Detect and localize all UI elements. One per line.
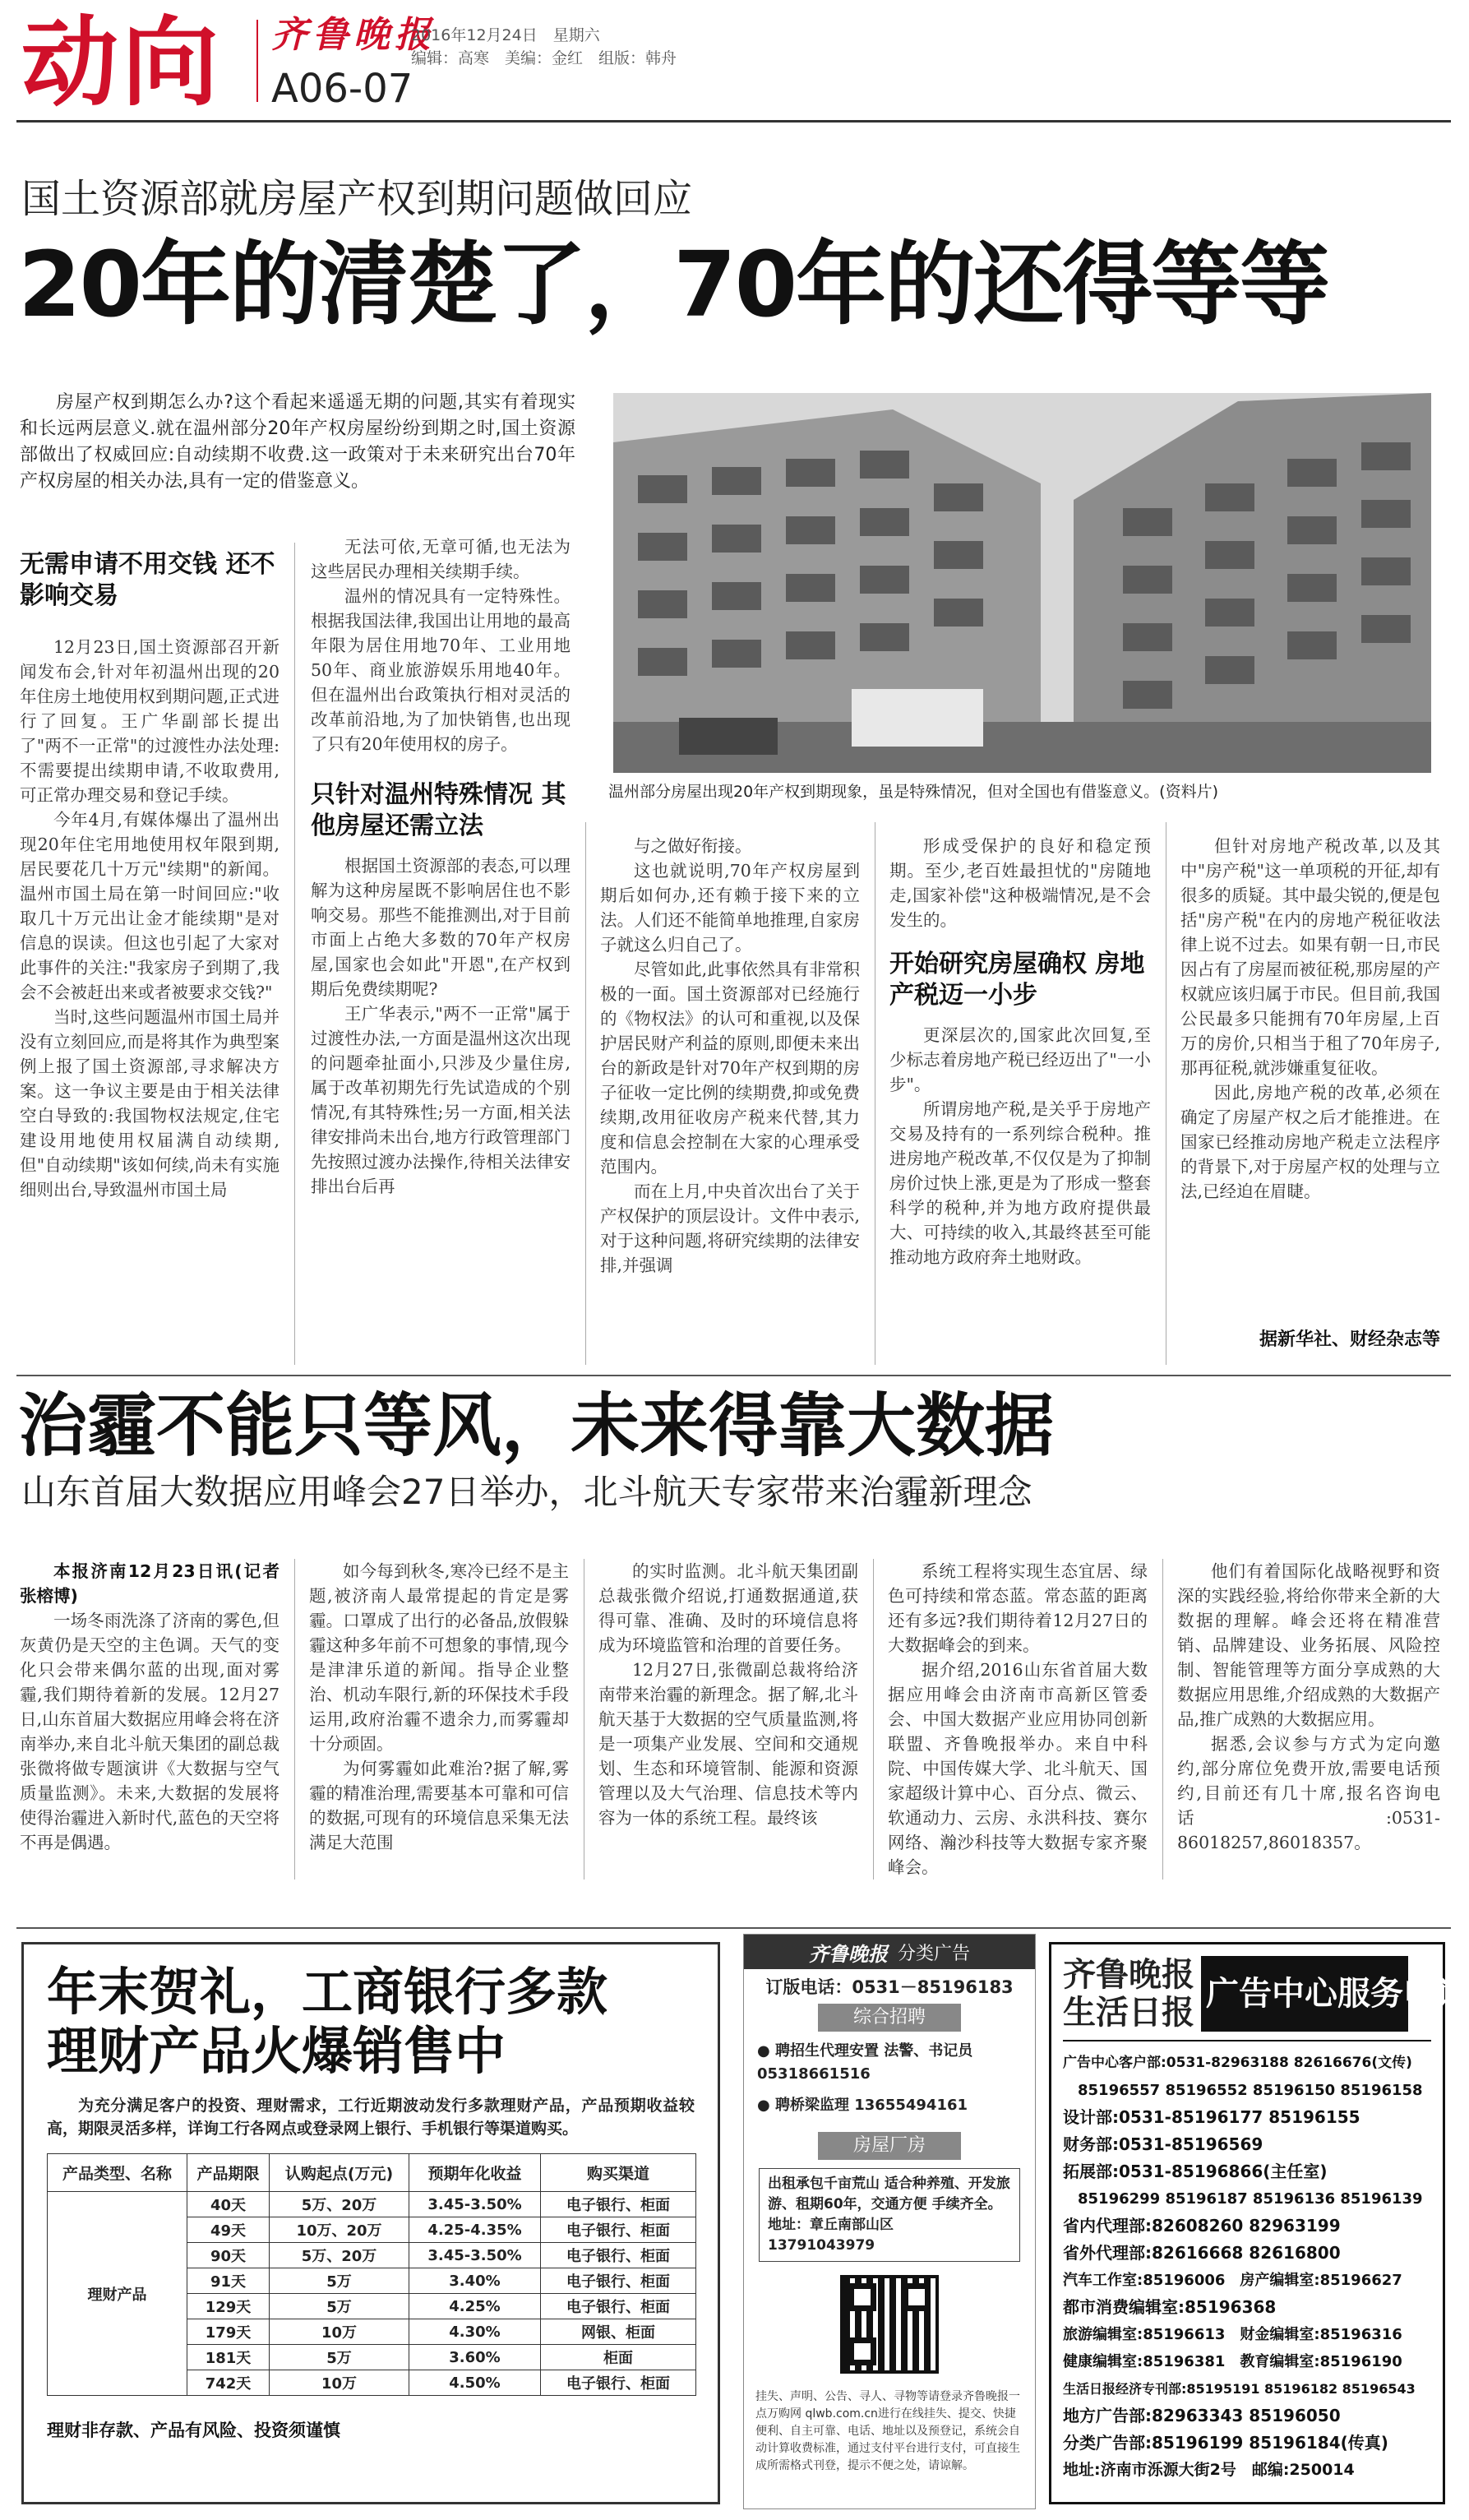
building-photo-icon: [613, 393, 1431, 773]
table-cell: 电子银行、柜面: [541, 2243, 696, 2268]
article2-col1: [20, 1559, 279, 1880]
paragraph: 据悉,会议参与方式为定向邀约,部分席位免费开放,需要电话预约,目前还有几十席,报名咨询电话:0531-86018257,86018357。: [1177, 1734, 1440, 1852]
table-cell: 电子银行、柜面: [541, 2268, 696, 2294]
paper-name-2: 生活日报: [1063, 1994, 1194, 2032]
qr-code-icon: [840, 2275, 939, 2374]
paragraph: 今年4月,有媒体爆出了温州出现20年住宅用地使用权年限到期,居民要花几十万元"续期"的新闻。温州市国土局在第一时间回应:"收取几十万元出让金才能续期"是对信息的误读。但这也引起了大家对此事件的关注:"我家房子到期了,我会不会被赶出来或者被要求交钱?": [20, 810, 279, 1002]
paragraph: 形成受保护的良好和稳定预期。至少,老百姓最担忧的"房随地走,国家补偿"这种极端情况,是不会发生的。: [889, 836, 1151, 930]
job-text: 聘招生代理安置 法警、书记员 05318661516: [757, 2042, 973, 2083]
header-cell: 产品期限: [187, 2154, 270, 2192]
table-cell: 电子银行、柜面: [541, 2192, 696, 2217]
ad-center-box: [1049, 1942, 1469, 2504]
classified-phone: 订版电话：0531－85196183: [765, 1977, 1014, 1997]
contact-line: 旅游编辑室:85196613 财金编辑室:85196316: [1063, 2326, 1402, 2343]
table-cell: 电子银行、柜面: [541, 2217, 696, 2243]
ad-rule: [16, 1927, 1451, 1929]
weekday: 星期六: [552, 26, 600, 44]
classified-section-house: 房屋厂房: [818, 2132, 961, 2160]
article1-kicker: 国土资源部就房屋产权到期问题做回应: [21, 176, 693, 222]
article1-headline: 20年的清楚了，70年的还得等等: [18, 232, 1329, 337]
paragraph: 12月27日,张微副总裁将给济南带来治霾的新理念。据了解,北斗航天基于大数据的空气质量监测,将是一项集产业发展、空间和交通规划、生态和环境管制、能源和资源管理以及大气治理、信息技术等内容为一体的系统工程。最终该: [598, 1660, 858, 1828]
section-title: 动向: [21, 6, 223, 119]
header-date: [411, 23, 600, 45]
table-row: [48, 2192, 696, 2217]
icbc-ad: [21, 1942, 720, 2504]
table-cell: 网银、柜面: [541, 2319, 696, 2345]
article1-source: 据新华社、财经杂志等: [1259, 1329, 1440, 1350]
subhead-1: 无需申请不用交钱 还不影响交易: [20, 550, 275, 610]
article1-col4: [889, 834, 1151, 1366]
classified-header: [744, 1935, 1035, 1969]
classified-label: 分类广告: [897, 1943, 970, 1964]
article2-subhead: 山东首届大数据应用峰会27日举办，北斗航天专家带来治霾新理念: [21, 1472, 1032, 1512]
table-cell: 柜面: [541, 2345, 696, 2370]
contact-line: 85196557 85196552 85196150 85196158: [1063, 2082, 1423, 2099]
header-rule: [16, 120, 1451, 123]
paragraph: 因此,房地产税的改革,必须在确定了房屋产权之后才能推进。在国家已经推动房地产税走立法程序的背景下,对于房屋产权的处理与立法,已经迫在眉睫。: [1180, 1083, 1440, 1201]
contact-line: 财务部:0531-85196569: [1063, 2134, 1263, 2154]
ad-center-papers: [1063, 1956, 1194, 2032]
table-cell: 5万: [270, 2345, 409, 2370]
table-cell: 742天: [187, 2370, 270, 2396]
header-editors: 编辑：高寒 美编：金红 组版：韩舟: [411, 49, 677, 67]
table-cell: 3.40%: [409, 2268, 541, 2294]
table-cell: 5万: [270, 2268, 409, 2294]
article1-col2: [311, 534, 571, 1366]
header-divider: [256, 20, 258, 102]
contact-line: 85196299 85196187 85196136 85196139: [1063, 2190, 1423, 2208]
contact-line: 广告中心客户部:0531-82963188 82616676(文传): [1063, 2055, 1412, 2071]
table-cell: 5万、20万: [270, 2192, 409, 2217]
contact-line: 地址:济南市泺源大街2号 邮编:250014: [1063, 2461, 1355, 2479]
masthead-logo: 齐鲁晚报: [271, 14, 436, 56]
article1-col3: [600, 834, 860, 1366]
article1-lead: [20, 390, 575, 495]
paragraph: 如今每到秋冬,寒冷已经不是主题,被济南人最常提起的肯定是雾霾。口罩成了出行的必备品,放假躲霾这种多年前不可想象的事情,现今是津津乐道的新闻。指导企业整治、机动车限行,新的环保技术手段运用,政府治霾不遗余力,而雾霾却十分顽固。: [309, 1561, 569, 1754]
paragraph: 一场冬雨洗涤了济南的雾色,但灰黄仍是天空的主色调。天气的变化只会带来偶尔蓝的出现,面对雾霾,我们期待着新的发展。12月27日,山东首届大数据应用峰会将在济南举办,来自北斗航天集团的副总裁张微将做专题演讲《大数据与空气质量监测》。未来,大数据的发展将使得治霾进入新时代,蓝色的天空将不再是偶遇。: [20, 1611, 279, 1852]
ad-center-service: 广告中心服务电话: [1201, 1956, 1408, 2032]
contact-line: 健康编辑室:85196381 教育编辑室:85196190: [1063, 2353, 1402, 2370]
paragraph: 根据国土资源部的表态,可以理解为这种房屋既不影响居住也不影响交易。那些不能推测出,对于目前市面上占绝大多数的70年产权房屋,国家也会如此"开恩",在产权到期后免费续期呢?: [311, 856, 571, 999]
paragraph: 据介绍,2016山东省首届大数据应用峰会由济南市高新区管委会、中国大数据产业应用协同创新联盟、齐鲁晚报举办。来自中科院、中国传媒大学、北斗航天、国家超级计算中心、百分点、微云、软通动力、云房、永洪科技、赛尔网络、瀚沙科技等大数据专家齐聚峰会。: [888, 1660, 1148, 1877]
col-divider: [294, 543, 295, 1365]
icbc-desc: 为充分满足客户的投资、理财需求，工行近期波动发行多款理财产品，产品预期收益较高，期限灵活多样，详询工行各网点或登录网上银行、手机银行等渠道购买。: [47, 2097, 695, 2138]
contact-line: 省外代理部:82616668 82616800: [1063, 2243, 1341, 2263]
paragraph: 12月23日,国土资源部召开新闻发布会,针对年初温州出现的20年住房土地使用权到期问题,正式进行了回复。王广华副部长提出了"两不一正常"的过渡性办法处理:不需要提出续期申请,不收取费用,可正常办理交易和登记手续。: [20, 637, 279, 805]
col-divider: [1162, 1559, 1163, 1880]
table-cell: 10万: [270, 2370, 409, 2396]
paragraph: 更深层次的,国家此次回复,至少标志着房地产税已经迈出了"一小步"。: [889, 1025, 1151, 1094]
product-table: [47, 2153, 696, 2396]
paragraph: 尽管如此,此事依然具有非常积极的一面。国土资源部对已经施行的《物权法》的认可和重视,以及保护居民财产利益的原则,即便未来出台的新政是针对70年产权到期的房子征收一定比例的续期费,抑或免费续期,改用征收房产税来代替,其力度和信息会控制在大家的心理承受范围内。: [600, 959, 860, 1177]
table-cell: 181天: [187, 2345, 270, 2370]
table-cell: 3.45-3.50%: [409, 2192, 541, 2217]
icbc-title-2: 理财产品火爆销售中: [47, 2021, 506, 2081]
table-cell: 49天: [187, 2217, 270, 2243]
article1-col5: [1180, 834, 1440, 1319]
table-cell: 90天: [187, 2243, 270, 2268]
paragraph: 王广华表示,"两不一正常"属于过渡性办法,一方面是温州这次出现的问题牵扯面小,只涉及少量住房,属于改革初期先行先试造成的个别情况,有其特殊性;另一方面,相关法律安排尚未出台,地方行政管理部门先按照过渡办法操作,待相关法律安排出台后再: [311, 1004, 571, 1196]
ad-center-title: [1063, 1956, 1469, 2041]
house-phone: 13791043979: [768, 2237, 875, 2254]
table-cell: 5万、20万: [270, 2243, 409, 2268]
table-cell: 4.50%: [409, 2370, 541, 2396]
paper-name-1: 齐鲁晚报: [1063, 1956, 1194, 1994]
contact-line: 拓展部:0531-85196866(主任室): [1063, 2162, 1328, 2181]
article2-col4: [888, 1559, 1148, 1880]
paragraph: 无法可依,无章可循,也无法为这些居民办理相关续期手续。: [311, 537, 571, 581]
col-divider: [294, 1559, 295, 1880]
product-name-cell: 理财产品: [48, 2192, 187, 2396]
paragraph: 所谓房地产税,是关乎于房地产交易及持有的一系列综合税种。推进房地产税改革,不仅仅是为了抑制房价过快上涨,更是为了形成一整套科学的税种,并为地方政府提供最大、可持续的收入,其最终甚至可能推动地方政府奔土地财政。: [889, 1099, 1151, 1267]
paragraph: 当时,这些问题温州市国土局并没有立刻回应,而是将其作为典型案例上报了国土资源部,寻求解决方案。这一争议主要是由于相关法律空白导致的:我国物权法规定,住宅建设用地使用权届满自动续期,但"自动续期"该如何续,尚未有实施细则出台,导致温州市国土局: [20, 1007, 279, 1200]
article2-headline: 治霾不能只等风，未来得靠大数据: [18, 1385, 1055, 1466]
table-cell: 3.45-3.50%: [409, 2243, 541, 2268]
date: 2016年12月24日: [411, 26, 538, 44]
photo-caption: 温州部分房屋出现20年产权到期现象，虽是特殊情况，但对全国也有借鉴意义。(资料片): [608, 783, 1219, 801]
lead-text: 房屋产权到期怎么办?这个看起来遥遥无期的问题,其实有着现实和长远两层意义.就在温州部分20年产权房屋纷纷到期之时,国土资源部做出了权威回应:自动续期不收费.这一政策对于未来研究出台70年产权房屋的相关办法,具有一定的借鉴意义。: [20, 392, 575, 492]
classified-masthead: 齐鲁晚报: [808, 1941, 888, 1966]
ad-center-lines: [1063, 2050, 1431, 2484]
icbc-footer: 理财非存款、产品有风险、投资须谨慎: [47, 2421, 340, 2440]
article1-photo: [613, 393, 1431, 773]
classified-notice: 挂失、声明、公告、寻人、寻物等请登录齐鲁晚报一点万购网 qlwb.com.cn进行在线挂失、提交、快捷便利、自主可靠、电话、地址以及预登记，系统会自动计算收费标准，通过支付平台进行支付，可直接生成所需格式刊登，提示不便之处，请谅解。: [755, 2390, 1020, 2472]
article2-col5: [1177, 1559, 1440, 1880]
table-cell: 5万: [270, 2294, 409, 2319]
icbc-title-1: 年末贺礼，工商银行多款: [47, 1962, 608, 2022]
contact-line: 设计部:0531-85196177 85196155: [1063, 2107, 1360, 2127]
paragraph: 他们有着国际化战略视野和资深的实践经验,将给你带来全新的大数据的理解。峰会还将在精准营销、品牌建设、业务拓展、风险控制、智能管理等方面分享成熟的大数据应用思维,介绍成熟的大数据产品,推广成熟的大数据应用。: [1177, 1561, 1440, 1729]
classified-house-box: [759, 2168, 1020, 2262]
paragraph: 而在上月,中央首次出台了关于产权保护的顶层设计。文件中表示,对于这种问题,将研究续期的法律安排,并强调: [600, 1181, 860, 1275]
table-cell: 4.30%: [409, 2319, 541, 2345]
table-cell: 179天: [187, 2319, 270, 2345]
dateline: 本报济南12月23日讯(记者 张榕博): [20, 1561, 279, 1606]
header-cell: 预期年化收益: [409, 2154, 541, 2192]
table-cell: 电子银行、柜面: [541, 2370, 696, 2396]
paragraph: 但针对房地产税改革,以及其中"房产税"这一单项税的开征,却有很多的质疑。其中最尖锐的,便是包括"房产税"在内的房地产税征收法律上说不过去。如果有朝一日,市民因占有了房屋而被征税,那房屋的产权就应该归属于市民。但目前,我国公民最多只能拥有70年房屋,上百万的房价,只相当于租了70年房子,那再征税,就涉嫌重复征收。: [1180, 836, 1440, 1078]
table-cell: 4.25-4.35%: [409, 2217, 541, 2243]
contact-line: 生活日报经济专刊部:85195191 85196182 85196543: [1063, 2381, 1416, 2397]
table-header-row: [48, 2154, 696, 2192]
table-cell: 电子银行、柜面: [541, 2294, 696, 2319]
table-cell: 10万、20万: [270, 2217, 409, 2243]
classified-ad: [743, 1934, 1036, 2509]
classified-job-1: ● 聘招生代理安置 法警、书记员 05318661516: [757, 2042, 973, 2083]
article1-col1: [20, 544, 279, 1366]
col-divider: [873, 1559, 874, 1880]
contact-line: 都市消费编辑室:85196368: [1063, 2297, 1277, 2317]
section-rule: [16, 1375, 1451, 1376]
header-cell: 认购起点(万元): [270, 2154, 409, 2192]
header-cell: 产品类型、名称: [48, 2154, 187, 2192]
classified-job-2: ● 聘桥梁监理 13655494161: [757, 2097, 968, 2114]
classified-section-jobs: 综合招聘: [818, 2004, 961, 2032]
table-cell: 91天: [187, 2268, 270, 2294]
paragraph: 系统工程将实现生态宜居、绿色可持续和常态蓝。常态蓝的距离还有多远?我们期待着12月27日的大数据峰会的到来。: [888, 1561, 1148, 1655]
paragraph: 这也就说明,70年产权房屋到期后如何办,还有赖于接下来的立法。人们还不能简单地推理,自家房子就这么归自己了。: [600, 861, 860, 955]
contact-line: 汽车工作室:85196006 房产编辑室:85196627: [1063, 2272, 1402, 2289]
col-divider: [585, 822, 586, 1365]
table-cell: 129天: [187, 2294, 270, 2319]
paragraph: 与之做好衔接。: [634, 836, 752, 856]
house-text: 出租承包千亩荒山 适合种养殖、开发旅游、租期60年，交通方便 手续齐全。地址：章丘南部山区: [768, 2176, 1010, 2233]
header-cell: 购买渠道: [541, 2154, 696, 2192]
contact-line: 省内代理部:82608260 82963199: [1063, 2216, 1341, 2236]
contact-line: 分类广告部:85196199 85196184(传真): [1063, 2433, 1388, 2453]
paragraph: 的实时监测。北斗航天集团副总裁张微介绍说,打通数据通道,获得可靠、准确、及时的环境信息将成为环境监管和治理的首要任务。: [598, 1561, 858, 1655]
table-cell: 10万: [270, 2319, 409, 2345]
article2-col3: [598, 1559, 858, 1880]
job-text: 聘桥梁监理 13655494161: [774, 2097, 968, 2114]
table-cell: 40天: [187, 2192, 270, 2217]
paragraph: 温州的情况具有一定特殊性。根据我国法律,我国出让用地的最高年限为居住用地70年、工业用地50年、商业旅游娱乐用地40年。但在温州出台政策执行相对灵活的改革前沿地,为了加快销售,也出现了只有20年使用权的房子。: [311, 586, 571, 754]
contact-line: 地方广告部:82963343 85196050: [1063, 2406, 1341, 2425]
paragraph: 为何雾霾如此难治?据了解,雾霾的精准治理,需要基本可靠和可信的数据,可现有的环境信息采集无法满足大范围: [309, 1759, 569, 1852]
table-cell: 3.60%: [409, 2345, 541, 2370]
page-number: A06-07: [271, 66, 413, 112]
article2-col2: [309, 1559, 569, 1880]
subhead-2: 只针对温州特殊情况 其他房屋还需立法: [311, 780, 566, 840]
subhead-3: 开始研究房屋确权 房地产税迈一小步: [889, 950, 1145, 1010]
table-cell: 4.25%: [409, 2294, 541, 2319]
